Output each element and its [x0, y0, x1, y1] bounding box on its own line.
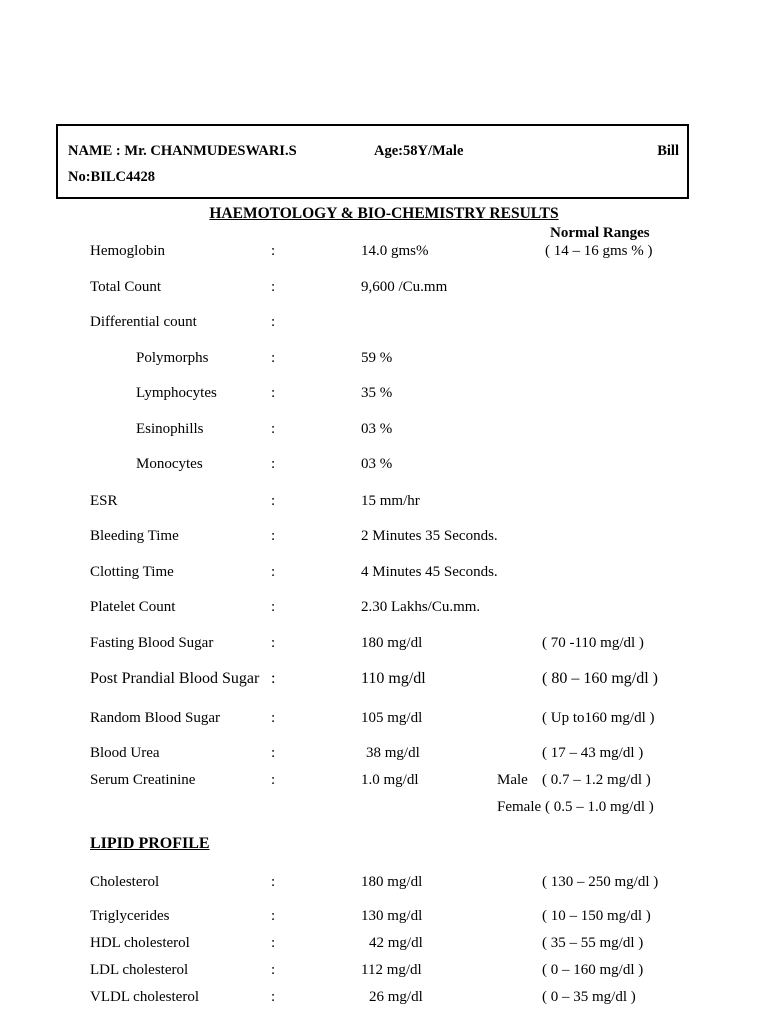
- colon: :: [271, 493, 276, 509]
- test-value: 03 %: [361, 456, 393, 472]
- patient-age-sex: Age:58Y/Male: [374, 143, 464, 159]
- colon: :: [271, 599, 276, 615]
- test-row-polymorphs: [0, 350, 768, 372]
- test-label: ESR: [90, 493, 118, 509]
- colon: :: [271, 421, 276, 437]
- test-value: 4 Minutes 45 Seconds.: [361, 564, 498, 580]
- test-range: ( 70 -110 mg/dl ): [542, 635, 644, 651]
- test-row-post-prandial-blood-sugar: [0, 670, 768, 692]
- test-row-fasting-blood-sugar: [0, 635, 768, 657]
- test-label: Platelet Count: [90, 599, 176, 615]
- test-label: Lymphocytes: [136, 385, 217, 401]
- test-row-bleeding-time: [0, 528, 768, 550]
- test-row-total-count: [0, 279, 768, 301]
- colon: :: [271, 564, 276, 580]
- lipid-profile-heading: LIPID PROFILE: [90, 835, 210, 852]
- bill-number: No:BILC4428: [68, 169, 156, 185]
- test-row-serum-creatinine: [0, 772, 768, 794]
- test-label: Random Blood Sugar: [90, 710, 220, 726]
- colon: :: [271, 670, 276, 687]
- test-label: Cholesterol: [90, 874, 160, 890]
- test-row-esr: [0, 493, 768, 515]
- test-row-random-blood-sugar: [0, 710, 768, 732]
- test-value: 110 mg/dl: [361, 670, 426, 687]
- test-range: ( 10 – 150 mg/dl ): [542, 908, 651, 924]
- test-label: HDL cholesterol: [90, 935, 190, 951]
- test-value: 180 mg/dl: [361, 635, 423, 651]
- test-row-clotting-time: [0, 564, 768, 586]
- colon: :: [271, 279, 276, 295]
- test-label: Fasting Blood Sugar: [90, 635, 214, 651]
- test-label: Triglycerides: [90, 908, 170, 924]
- test-value: 105 mg/dl: [361, 710, 423, 726]
- test-value: 15 mm/hr: [361, 493, 420, 509]
- test-range: ( 130 – 250 mg/dl ): [542, 874, 659, 890]
- test-row-hemoglobin: [0, 243, 768, 265]
- colon: :: [271, 243, 276, 259]
- test-label: Post Prandial Blood Sugar: [90, 670, 260, 687]
- test-value: 59 %: [361, 350, 393, 366]
- female-range: ( 0.5 – 1.0 mg/dl ): [545, 799, 654, 815]
- colon: :: [271, 456, 276, 472]
- colon: :: [271, 772, 276, 788]
- test-value: 14.0 gms%: [361, 243, 429, 259]
- lipid-row-vldl: [0, 989, 768, 1011]
- colon: :: [271, 385, 276, 401]
- test-row-esinophills: [0, 421, 768, 443]
- test-row-differential-count: [0, 314, 768, 336]
- test-label: Total Count: [90, 279, 162, 295]
- patient-info-box: [56, 124, 689, 199]
- lipid-row-triglycerides: [0, 908, 768, 930]
- colon: :: [271, 314, 276, 330]
- male-range: ( 0.7 – 1.2 mg/dl ): [542, 772, 651, 788]
- lipid-row-hdl: [0, 935, 768, 957]
- female-label: Female: [497, 799, 542, 815]
- patient-name: NAME : Mr. CHANMUDESWARI.S: [68, 143, 297, 159]
- test-value: 9,600 /Cu.mm: [361, 279, 448, 295]
- test-label: Esinophills: [136, 421, 204, 437]
- colon: :: [271, 935, 276, 951]
- test-value: 03 %: [361, 421, 393, 437]
- test-row-serum-creatinine-female: [0, 799, 768, 821]
- colon: :: [271, 745, 276, 761]
- test-value: 112 mg/dl: [361, 962, 422, 978]
- colon: :: [271, 528, 276, 544]
- lipid-row-ldl: [0, 962, 768, 984]
- test-value: 180 mg/dl: [361, 874, 423, 890]
- test-label: Bleeding Time: [90, 528, 179, 544]
- test-range: ( 14 – 16 gms % ): [545, 243, 653, 259]
- colon: :: [271, 350, 276, 366]
- test-range: ( 0 – 160 mg/dl ): [542, 962, 644, 978]
- test-range: ( 80 – 160 mg/dl ): [542, 670, 658, 687]
- test-label: VLDL cholesterol: [90, 989, 199, 1005]
- test-label: Serum Creatinine: [90, 772, 196, 788]
- test-value: 35 %: [361, 385, 393, 401]
- lipid-row-cholesterol: [0, 874, 768, 896]
- colon: :: [271, 635, 276, 651]
- test-label: Clotting Time: [90, 564, 174, 580]
- test-value: 130 mg/dl: [361, 908, 423, 924]
- bill-label: Bill: [657, 143, 679, 159]
- test-row-lymphocytes: [0, 385, 768, 407]
- test-range: ( Up to160 mg/dl ): [542, 710, 655, 726]
- normal-ranges-heading: Normal Ranges: [550, 225, 650, 241]
- report-title: HAEMOTOLOGY & BIO-CHEMISTRY RESULTS: [209, 205, 559, 222]
- test-range: ( 35 – 55 mg/dl ): [542, 935, 644, 951]
- test-range: ( 17 – 43 mg/dl ): [542, 745, 644, 761]
- colon: :: [271, 908, 276, 924]
- test-row-platelet-count: [0, 599, 768, 621]
- colon: :: [271, 874, 276, 890]
- test-value: 2 Minutes 35 Seconds.: [361, 528, 498, 544]
- colon: :: [271, 710, 276, 726]
- test-label: Blood Urea: [90, 745, 160, 761]
- test-label: Differential count: [90, 314, 197, 330]
- test-range: ( 0 – 35 mg/dl ): [542, 989, 636, 1005]
- test-value: 1.0 mg/dl: [361, 772, 419, 788]
- colon: :: [271, 989, 276, 1005]
- test-label: LDL cholesterol: [90, 962, 189, 978]
- test-label: Hemoglobin: [90, 243, 165, 259]
- test-label: Monocytes: [136, 456, 203, 472]
- test-row-monocytes: [0, 456, 768, 478]
- test-value: 42 mg/dl: [369, 935, 423, 951]
- test-value: 38 mg/dl: [366, 745, 420, 761]
- test-label: Polymorphs: [136, 350, 209, 366]
- test-row-blood-urea: [0, 745, 768, 767]
- test-value: 2.30 Lakhs/Cu.mm.: [361, 599, 481, 615]
- colon: :: [271, 962, 276, 978]
- test-value: 26 mg/dl: [369, 989, 423, 1005]
- male-label: Male: [497, 772, 528, 788]
